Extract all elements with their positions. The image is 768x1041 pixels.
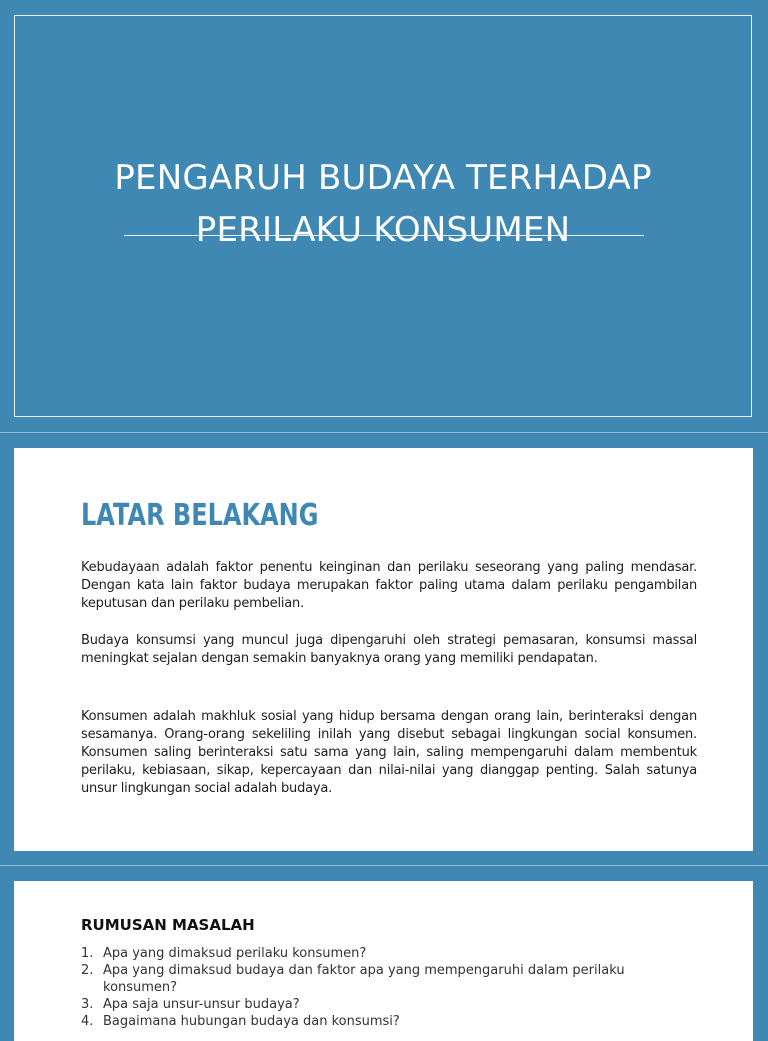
- title-line-1: PENGARUH BUDAYA TERHADAP: [114, 158, 652, 198]
- problem-item-number: 2.: [81, 963, 94, 978]
- problem-list: [81, 945, 701, 1030]
- problem-slide: [14, 881, 753, 1041]
- title-text: [15, 152, 751, 256]
- problem-heading: RUMUSAN MASALAH: [81, 916, 255, 934]
- problem-item-number: 3.: [81, 997, 94, 1012]
- background-heading: LATAR BELAKANG: [81, 498, 319, 533]
- problem-item-text: Apa saja unsur-unsur budaya?: [103, 997, 300, 1012]
- problem-item: [81, 996, 701, 1013]
- slide-separator: [0, 432, 768, 433]
- title-slide: [14, 15, 752, 417]
- background-paragraph: Budaya konsumsi yang muncul juga dipengaruhi oleh strategi pemasaran, konsumsi massal meningkat sejalan dengan semakin banyaknya orang yang memiliki pendapatan.: [81, 633, 697, 666]
- problem-item: [81, 945, 701, 962]
- problem-item-number: 4.: [81, 1014, 94, 1029]
- slide-separator: [0, 865, 768, 866]
- title-line-2: PERILAKU KONSUMEN: [195, 210, 571, 250]
- background-paragraph: Konsumen adalah makhluk sosial yang hidup bersama dengan orang lain, berinteraksi dengan sesamanya. Orang-orang sekeliling inilah yang disebut sebagai lingkungan social konsumen. Konsumen saling berinteraksi satu sama yang lain, saling mempengaruhi dalam membentuk perilaku, kebiasaan, sikap, kepercayaan dan nilai-nilai yang dianggap penting. Salah satunya unsur lingkungan social adalah budaya.: [81, 709, 697, 796]
- problem-item-number: 1.: [81, 946, 94, 961]
- problem-item-text: Bagaimana hubungan budaya dan konsumsi?: [103, 1014, 400, 1029]
- problem-item: [81, 962, 701, 996]
- title-underline: [124, 235, 644, 236]
- background-slide: [14, 448, 753, 851]
- problem-item: [81, 1013, 701, 1030]
- background-paragraph: Kebudayaan adalah faktor penentu keinginan dan perilaku seseorang yang paling mendasar. Dengan kata lain faktor budaya merupakan faktor paling utama dalam perilaku pengambilan keputusan dan perilaku pembelian.: [81, 560, 697, 611]
- problem-item-text: Apa yang dimaksud budaya dan faktor apa yang mempengaruhi dalam perilaku konsumen?: [103, 963, 625, 995]
- problem-item-text: Apa yang dimaksud perilaku konsumen?: [103, 946, 367, 961]
